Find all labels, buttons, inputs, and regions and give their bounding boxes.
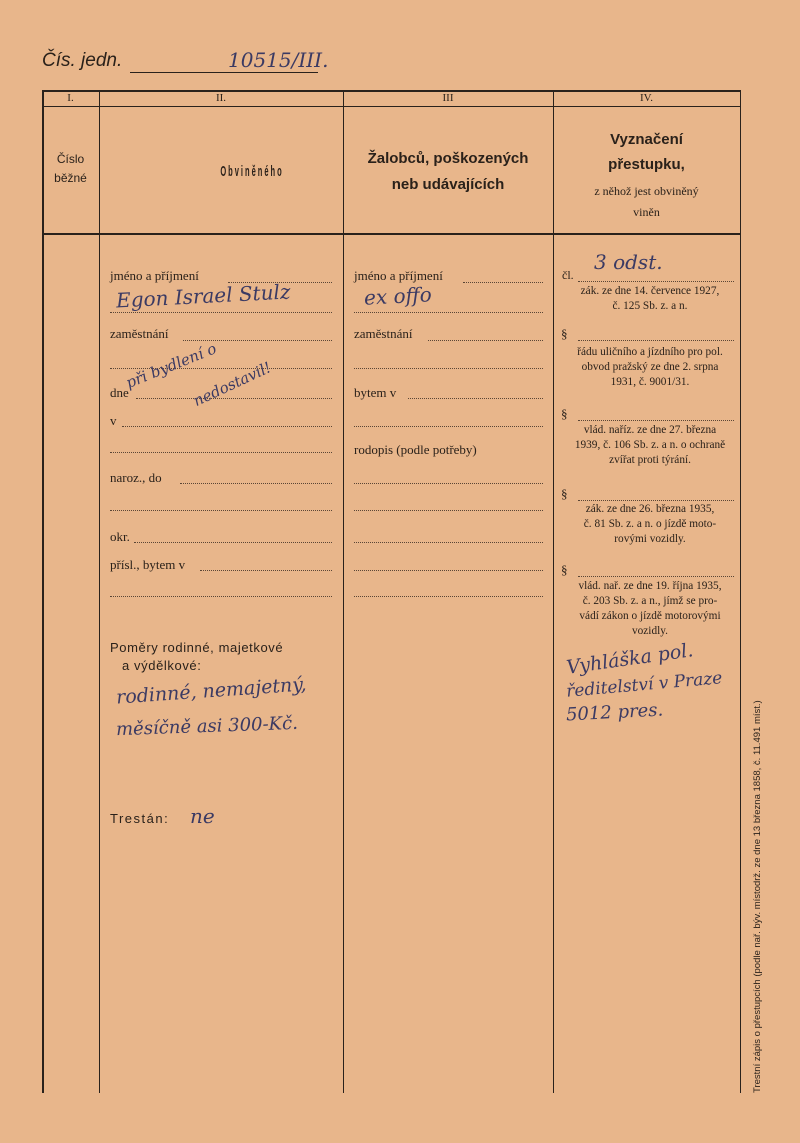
accused-family-label-1: Poměry rodinné, majetkové bbox=[110, 640, 284, 655]
accused-domicile-line-2 bbox=[110, 596, 332, 597]
accused-domicile-line bbox=[200, 570, 332, 571]
offense-s5-text-1: vlád. nař. ze dne 19. října 1935, bbox=[578, 580, 722, 592]
header-c2: Obviněného bbox=[220, 163, 284, 180]
col-number-1: I. bbox=[67, 92, 74, 104]
offense-s5-text-2: č. 203 Sb. z. a n., jímž se pro- bbox=[582, 595, 718, 607]
accused-name-label: jméno a příjmení bbox=[110, 268, 199, 283]
complainant-line-d bbox=[354, 570, 543, 571]
offense-s2-text-1: řádu uličního a jízdního pro pol. bbox=[577, 346, 723, 358]
offense-s1-value: 3 odst. bbox=[594, 250, 663, 274]
offense-s2-text-2: obvod pražský ze dne 2. srpna bbox=[581, 361, 719, 373]
offense-s1-prefix: čl. bbox=[562, 268, 574, 282]
accused-punished-value: ne bbox=[190, 804, 215, 828]
col-divider-1 bbox=[99, 90, 100, 1093]
col-number-4: IV. bbox=[640, 92, 653, 104]
offense-s3-text-3: zvířat proti týrání. bbox=[609, 454, 691, 466]
offense-hand-2: ředitelství v Praze bbox=[565, 668, 724, 702]
header-c4-line3: z něhož jest obviněný bbox=[594, 184, 699, 198]
accused-place-line-2 bbox=[110, 452, 332, 453]
complainant-line-e bbox=[354, 596, 543, 597]
complainant-name-line-2 bbox=[354, 312, 543, 313]
accused-district-label: okr. bbox=[110, 529, 130, 544]
offense-s2-line bbox=[578, 340, 734, 341]
side-note: Trestní zápis o přestupcích (podle nař. býv. místodrž. ze dne 13 března 1858, č. 11.491 míst.) bbox=[752, 700, 763, 1093]
complainant-residence-label: bytem v bbox=[354, 385, 397, 400]
offense-s5-text-4: vozidly. bbox=[632, 625, 668, 637]
accused-occupation-label: zaměstnání bbox=[110, 326, 169, 341]
offense-hand-3: 5012 pres. bbox=[565, 699, 664, 726]
offense-s5-line bbox=[578, 576, 734, 577]
complainant-name-label: jméno a příjmení bbox=[354, 268, 443, 283]
header-c4-line1: Vyznačení bbox=[610, 131, 683, 148]
offense-s3-line bbox=[578, 420, 734, 421]
header-c1-line1: Číslo bbox=[56, 152, 85, 166]
accused-domicile-label: přísl., bytem v bbox=[110, 557, 186, 572]
complainant-line-b bbox=[354, 510, 543, 511]
offense-s1-text-1: zák. ze dne 14. července 1927, bbox=[580, 285, 720, 297]
col-number-3: III bbox=[442, 92, 454, 104]
accused-born-label: naroz., do bbox=[110, 470, 162, 485]
complainant-occupation-line-2 bbox=[354, 368, 543, 369]
header-row-divider bbox=[42, 106, 740, 107]
col-number-2: II. bbox=[215, 92, 227, 104]
accused-place-line bbox=[122, 426, 332, 427]
reference-underline bbox=[130, 72, 318, 73]
reference-label: Čís. jedn. bbox=[42, 50, 123, 71]
offense-s4-text-2: č. 81 Sb. z. a n. o jízdě moto- bbox=[583, 518, 717, 530]
col-divider-2 bbox=[343, 90, 344, 1093]
accused-punished-label: Trestán: bbox=[110, 811, 170, 826]
offense-s1-text-2: č. 125 Sb. z. a n. bbox=[612, 300, 688, 312]
offense-s2-text-3: 1931, č. 9001/31. bbox=[610, 376, 690, 388]
complainant-line-c bbox=[354, 542, 543, 543]
accused-place-label: v bbox=[110, 413, 117, 428]
header-c3-line1: Žalobců, poškozených bbox=[367, 150, 529, 167]
complainant-line-a bbox=[354, 483, 543, 484]
offense-s4-line bbox=[578, 500, 734, 501]
accused-family-label-2: a výdělkové: bbox=[122, 658, 202, 673]
accused-date-value-2: nedostavil! bbox=[190, 358, 275, 410]
offense-s3-text-2: 1939, č. 106 Sb. z. a n. o ochraně bbox=[574, 439, 726, 451]
complainant-occupation-line bbox=[428, 340, 543, 341]
complainant-genealogy-label: rodopis (podle potřeby) bbox=[354, 442, 477, 457]
accused-district-line bbox=[134, 542, 332, 543]
offense-s4-text-3: rovými vozidly. bbox=[614, 533, 686, 545]
offense-s3-prefix: § bbox=[561, 406, 568, 421]
complainant-residence-line bbox=[408, 398, 543, 399]
complainant-residence-line-2 bbox=[354, 426, 543, 427]
offense-s5-text-3: vádí zákon o jízdě motorovými bbox=[579, 610, 721, 622]
header-c4-line2: přestupku, bbox=[608, 156, 685, 173]
accused-family-value-2: měsíčně asi 300-Kč. bbox=[115, 712, 299, 741]
offense-s5-prefix: § bbox=[561, 562, 568, 577]
header-c1-line2: běžné bbox=[54, 171, 87, 185]
complainant-name-value: ex offo bbox=[363, 282, 433, 310]
complainant-occupation-label: zaměstnání bbox=[354, 326, 413, 341]
col-divider-3 bbox=[553, 90, 554, 1093]
accused-name-line-2 bbox=[110, 312, 332, 313]
header-c3-line2: neb udávajících bbox=[391, 176, 505, 193]
accused-born-line-2 bbox=[110, 510, 332, 511]
accused-born-line bbox=[180, 483, 332, 484]
accused-date-label: dne bbox=[110, 385, 129, 400]
reference-number: 10515/III. bbox=[228, 48, 329, 72]
header-c4-line4: viněn bbox=[633, 205, 660, 219]
table-left-border bbox=[42, 90, 44, 1093]
accused-date-value-1: při bydlení o bbox=[123, 339, 219, 392]
table-right-border bbox=[740, 90, 741, 1093]
complainant-name-line bbox=[463, 282, 543, 283]
accused-family-value-1: rodinné, nemajetný, bbox=[115, 673, 308, 709]
offense-s4-text-1: zák. ze dne 26. března 1935, bbox=[585, 503, 715, 515]
offense-s4-prefix: § bbox=[561, 486, 568, 501]
accused-date-line bbox=[136, 398, 332, 399]
offense-s2-prefix: § bbox=[561, 326, 568, 341]
offense-hand-1: Vyhláška pol. bbox=[565, 639, 695, 679]
offense-s1-line bbox=[578, 281, 734, 282]
header-bottom-border bbox=[42, 233, 740, 235]
offense-s3-text-1: vlád. naříz. ze dne 27. března bbox=[583, 424, 717, 436]
accused-name-value: Egon Israel Stulz bbox=[115, 279, 291, 313]
